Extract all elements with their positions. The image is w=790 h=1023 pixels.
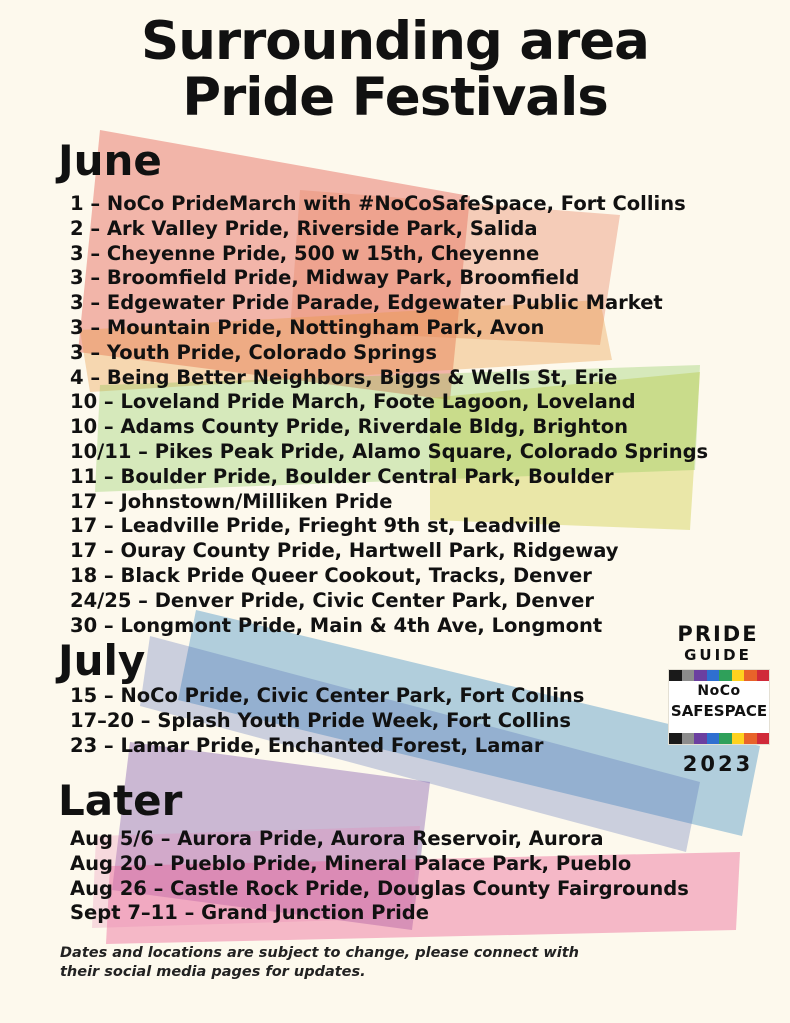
stripe-segment [694, 733, 707, 744]
stripe-segment [719, 733, 732, 744]
noco-safespace-logo [668, 624, 768, 776]
title-line-1: Surrounding area [141, 11, 649, 72]
list-item: 10 – Adams County Pride, Riverdale Bldg, Brighton [70, 415, 628, 439]
logo-year-text: 2023 [682, 752, 754, 776]
list-item: 23 – Lamar Pride, Enchanted Forest, Lamar [70, 733, 544, 757]
list-item: Sept 7–11 – Grand Junction Pride [70, 901, 429, 925]
stripe-segment [694, 670, 707, 681]
stripe-segment [744, 670, 757, 681]
stripe-segment [682, 733, 695, 744]
list-item: 24/25 – Denver Pride, Civic Center Park, Denver [70, 588, 594, 612]
event-list-june [70, 192, 708, 638]
poster-title [0, 11, 790, 128]
list-item: Aug 20 – Pueblo Pride, Mineral Palace Park, Pueblo [70, 851, 632, 875]
logo-badge [668, 669, 770, 745]
month-heading-june: June [58, 136, 162, 185]
list-item: 17–20 – Splash Youth Pride Week, Fort Collins [70, 708, 571, 732]
month-heading-july: July [58, 636, 146, 685]
stripe-segment [669, 670, 682, 681]
logo-safespace-text: SAFESPACE [670, 702, 768, 720]
stripe-segment [682, 670, 695, 681]
stripe-segment [757, 733, 770, 744]
list-item: 15 – NoCo Pride, Civic Center Park, Fort Collins [70, 684, 585, 707]
logo-pride-text: PRIDE [677, 622, 759, 646]
title-line-2: Pride Festivals [182, 66, 608, 128]
list-item: 30 – Longmont Pride, Main & 4th Ave, Longmont [70, 613, 603, 637]
pride-stripes-top [669, 670, 769, 681]
logo-noco-text: NoCo [697, 683, 741, 699]
list-item: 17 – Leadville Pride, Frieght 9th st, Leadville [70, 514, 561, 538]
list-item: 3 – Broomfield Pride, Midway Park, Broomfield [70, 266, 580, 290]
list-item: 10 – Loveland Pride March, Foote Lagoon, Loveland [70, 390, 636, 414]
disclaimer-text: Dates and locations are subject to change, please connect with their social media pages for updates. [60, 945, 579, 980]
pride-stripes-bottom [669, 733, 769, 744]
list-item: 4 – Being Better Neighbors, Biggs & Wells St, Erie [70, 365, 618, 389]
logo-guide-text: GUIDE [684, 646, 752, 664]
list-item: 3 – Cheyenne Pride, 500 w 15th, Cheyenne [70, 241, 540, 265]
list-item: 18 – Black Pride Queer Cookout, Tracks, Denver [70, 563, 592, 587]
stripe-segment [719, 670, 732, 681]
stripe-segment [732, 733, 745, 744]
month-heading-later: Later [58, 776, 183, 825]
event-list-july [70, 684, 584, 758]
list-item: 3 – Mountain Pride, Nottingham Park, Avon [70, 315, 545, 339]
list-item: 17 – Johnstown/Milliken Pride [70, 489, 393, 513]
list-item: 1 – NoCo PrideMarch with #NoCoSafeSpace, Fort Collins [70, 192, 686, 215]
stripe-segment [732, 670, 745, 681]
list-item: 3 – Edgewater Pride Parade, Edgewater Public Market [70, 291, 663, 315]
list-item: 3 – Youth Pride, Colorado Springs [70, 340, 437, 364]
list-item: Aug 26 – Castle Rock Pride, Douglas County Fairgrounds [70, 876, 689, 900]
list-item: 10/11 – Pikes Peak Pride, Alamo Square, Colorado Springs [70, 439, 709, 463]
event-list-later [70, 827, 689, 926]
stripe-segment [744, 733, 757, 744]
list-item: Aug 5/6 – Aurora Pride, Aurora Reservoir, Aurora [70, 827, 604, 850]
stripe-segment [707, 733, 720, 744]
stripe-segment [757, 670, 770, 681]
list-item: 2 – Ark Valley Pride, Riverside Park, Salida [70, 216, 538, 240]
stripe-segment [707, 670, 720, 681]
list-item: 17 – Ouray County Pride, Hartwell Park, Ridgeway [70, 539, 619, 563]
stripe-segment [669, 733, 682, 744]
list-item: 11 – Boulder Pride, Boulder Central Park, Boulder [70, 464, 614, 488]
